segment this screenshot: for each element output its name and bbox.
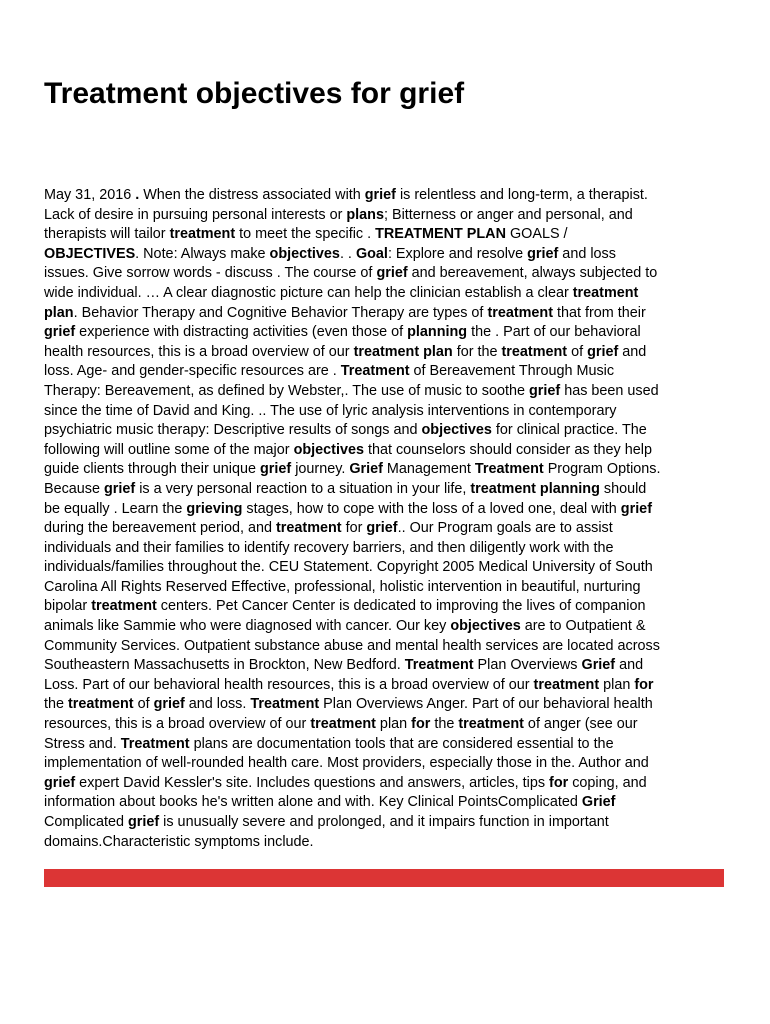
bold-keyword: treatment — [169, 226, 236, 243]
text-run: is unusually severe and prolonged, and it impairs function in important — [159, 814, 609, 830]
text-line — [44, 774, 728, 794]
text-line — [44, 206, 728, 226]
text-line — [44, 441, 728, 461]
bold-keyword: Treatment — [340, 363, 410, 380]
bold-keyword: grief — [527, 245, 559, 262]
text-run: for the — [452, 343, 502, 360]
text-run: and — [618, 343, 647, 360]
bold-keyword: Treatment — [474, 461, 544, 478]
text-run: centers. Pet Cancer Center is dedicated to improving the lives of companion — [156, 598, 646, 615]
bold-keyword: treatment — [310, 716, 376, 733]
text-run: guide clients through their unique — [44, 461, 261, 478]
bold-keyword: treatment — [68, 696, 134, 713]
bold-keyword: OBJECTIVES — [44, 245, 136, 262]
text-run: Because — [44, 480, 105, 497]
text-line — [44, 813, 728, 833]
page-title: Treatment objectives for grief — [44, 77, 465, 110]
text-run: individuals/families throughout the. CEU Statement. Copyright 2005 Medical University of South — [44, 559, 653, 576]
text-run: health resources, this is a broad overview of our — [44, 343, 354, 360]
text-run: animals like Sammie who were diagnosed with cancer. Our key — [44, 618, 451, 635]
bold-keyword: objectives — [293, 441, 364, 458]
bold-keyword: treatment — [458, 716, 524, 733]
text-run: Management — [382, 461, 475, 478]
text-run: during the bereavement period, and — [44, 520, 277, 537]
bold-keyword: treatment — [533, 676, 600, 693]
text-run: wide individual. … A clear diagnostic picture can help the clinician establish a clear — [44, 284, 573, 301]
red-divider-bar — [44, 869, 724, 887]
bold-keyword: grief — [127, 814, 160, 830]
bold-keyword: grief — [44, 324, 76, 341]
bold-keyword: grieving — [186, 500, 243, 517]
bold-keyword: grief — [529, 382, 561, 399]
bold-keyword: grief — [366, 520, 398, 537]
bold-keyword: treatment — [276, 520, 342, 537]
text-run: of Bereavement Through Music — [409, 363, 615, 380]
text-run: be equally . Learn the — [44, 500, 187, 517]
bold-keyword: . — [135, 187, 140, 203]
text-run: plan — [599, 676, 635, 693]
bold-keyword: planning — [407, 324, 468, 341]
text-run: of anger (see our — [523, 716, 638, 733]
text-line — [44, 323, 728, 343]
text-line — [44, 793, 728, 813]
text-run: and bereavement, always subjected to — [407, 265, 658, 282]
body-paragraph — [44, 186, 728, 852]
text-run: plans are documentation tools that are considered essential to the — [189, 735, 614, 752]
bold-keyword: plan — [44, 304, 74, 321]
text-line — [44, 833, 728, 853]
text-run: and loss. — [184, 696, 251, 713]
bold-keyword: for — [549, 774, 569, 791]
text-line — [44, 402, 728, 422]
text-run: implementation of well-rounded health care. Most providers, especially those in the. Author and — [44, 755, 649, 772]
text-run: should — [599, 480, 647, 497]
text-run: Community Services. Outpatient substance abuse and mental health services are located across — [44, 637, 660, 654]
text-run: and — [615, 657, 644, 674]
bold-keyword: plans — [346, 206, 384, 223]
text-run: and loss — [558, 245, 616, 262]
text-run: following will outline some of the major — [44, 441, 294, 458]
text-run: plan — [375, 716, 412, 733]
text-line — [44, 656, 728, 676]
text-run: that counselors should consider as they help — [363, 441, 652, 458]
bold-keyword: TREATMENT PLAN — [375, 226, 506, 243]
text-run: Southeastern Massachusetts in Brockton, New Bedford. — [44, 657, 405, 674]
bold-keyword: treatment — [501, 343, 568, 360]
text-run: the . Part of our behavioral — [467, 324, 641, 341]
text-line — [44, 186, 728, 206]
bold-keyword: grief — [104, 480, 136, 497]
text-run: Program Options. — [543, 461, 661, 478]
bold-keyword: objectives — [450, 618, 521, 635]
text-line — [44, 460, 728, 480]
text-run: that from their — [553, 304, 646, 321]
text-run: individuals and their families to identify recovery barriers, and then diligently work with the — [44, 539, 614, 556]
text-line — [44, 421, 728, 441]
bold-keyword: treatment — [487, 304, 554, 321]
text-run: Stress and. — [44, 735, 121, 752]
bold-keyword: grief — [44, 774, 76, 791]
text-run: GOALS / — [505, 226, 568, 243]
bold-keyword: Goal — [355, 245, 388, 262]
text-line — [44, 578, 728, 598]
text-run: the — [430, 716, 459, 733]
text-run: . Behavior Therapy and Cognitive Behavior Therapy are types of — [73, 304, 488, 321]
text-run: since the time of David and King. .. The use of lyric analysis interventions in contemporary — [44, 402, 617, 419]
text-line — [44, 225, 728, 245]
text-run: Complicated — [44, 814, 128, 830]
text-line — [44, 715, 728, 735]
text-line — [44, 264, 728, 284]
bold-keyword: grief — [153, 696, 185, 713]
text-run: stages, how to cope with the loss of a loved one, deal with — [242, 500, 621, 517]
text-run: journey. — [291, 461, 350, 478]
text-run: coping, and — [568, 774, 647, 791]
text-line — [44, 519, 728, 539]
text-run: psychiatric music therapy: Descriptive results of songs and — [44, 422, 422, 439]
text-run: resources, this is a broad overview of our — [44, 716, 311, 733]
bold-keyword: Treatment — [250, 696, 320, 713]
text-run: to meet the specific . — [235, 226, 376, 243]
text-run: for — [341, 520, 367, 537]
text-run: information about books he's written alone and with. Key Clinical PointsComplicated — [44, 794, 582, 811]
text-run: Plan Overviews Anger. Part of our behavioral health — [319, 696, 653, 713]
text-run: . . — [339, 245, 356, 262]
bold-keyword: treatment planning — [470, 480, 600, 497]
bold-keyword: grief — [260, 461, 292, 478]
text-run: bipolar — [44, 598, 92, 615]
bold-keyword: Grief — [349, 461, 383, 478]
bold-keyword: Treatment — [120, 735, 190, 752]
text-run: expert David Kessler's site. Includes questions and answers, articles, tips — [75, 774, 550, 791]
bold-keyword: objectives — [421, 422, 492, 439]
text-run: has been used — [560, 382, 659, 399]
text-run: is a very personal reaction to a situation in your life, — [135, 480, 471, 497]
text-run: for clinical practice. The — [491, 422, 647, 439]
bold-keyword: for — [411, 716, 431, 733]
text-run: Plan Overviews — [473, 657, 582, 674]
text-run: therapists will tailor — [44, 226, 170, 243]
text-line — [44, 597, 728, 617]
text-run: of — [133, 696, 154, 713]
text-line — [44, 284, 728, 304]
bold-keyword: treatment — [91, 598, 157, 615]
text-run: issues. Give sorrow words - discuss . The course of — [44, 265, 377, 282]
text-run: of — [567, 343, 588, 360]
text-run: are to Outpatient & — [520, 618, 646, 635]
bold-keyword: treatment plan — [353, 343, 453, 360]
text-run: .. Our Program goals are to assist — [397, 520, 613, 537]
text-run: May 31, 2016 — [44, 187, 136, 203]
text-line — [44, 676, 728, 696]
text-line — [44, 500, 728, 520]
text-line — [44, 735, 728, 755]
text-line — [44, 558, 728, 578]
text-line — [44, 245, 728, 265]
text-line — [44, 695, 728, 715]
bold-keyword: Grief — [581, 794, 616, 811]
text-run: Loss. Part of our behavioral health resources, this is a broad overview of our — [44, 676, 534, 693]
bold-keyword: treatment — [572, 284, 639, 301]
text-line — [44, 539, 728, 559]
text-line — [44, 637, 728, 657]
text-run: . Note: Always make — [135, 245, 270, 262]
bold-keyword: grief — [364, 187, 396, 203]
text-run: ; Bitterness or anger and personal, and — [383, 206, 633, 223]
text-run: Lack of desire in pursuing personal interests or — [44, 206, 347, 223]
text-line — [44, 304, 728, 324]
text-run: Therapy: Bereavement, as defined by Webster,. The use of music to soothe — [44, 382, 530, 399]
bold-keyword: grief — [587, 343, 619, 360]
text-line — [44, 362, 728, 382]
bold-keyword: Treatment — [404, 657, 474, 674]
text-run: domains.Characteristic symptoms include. — [44, 833, 314, 850]
bold-keyword: grief — [620, 500, 652, 517]
text-line — [44, 617, 728, 637]
text-run: loss. Age- and gender-specific resources are . — [44, 363, 341, 380]
text-line — [44, 480, 728, 500]
text-run: Carolina All Rights Reserved Effective, professional, holistic intervention in beautiful, nurturing — [44, 578, 641, 595]
bold-keyword: Grief — [581, 657, 616, 674]
text-run: When the distress associated with — [139, 187, 365, 203]
text-run: is relentless and long-term, a therapist. — [395, 187, 648, 203]
text-run: experience with distracting activities (even those of — [75, 324, 408, 341]
text-line — [44, 343, 728, 363]
bold-keyword: for — [634, 676, 654, 693]
bold-keyword: objectives — [269, 245, 340, 262]
text-line — [44, 754, 728, 774]
text-line — [44, 382, 728, 402]
text-run: : Explore and resolve — [387, 245, 528, 262]
text-run: the — [44, 696, 69, 713]
bold-keyword: grief — [376, 265, 408, 282]
